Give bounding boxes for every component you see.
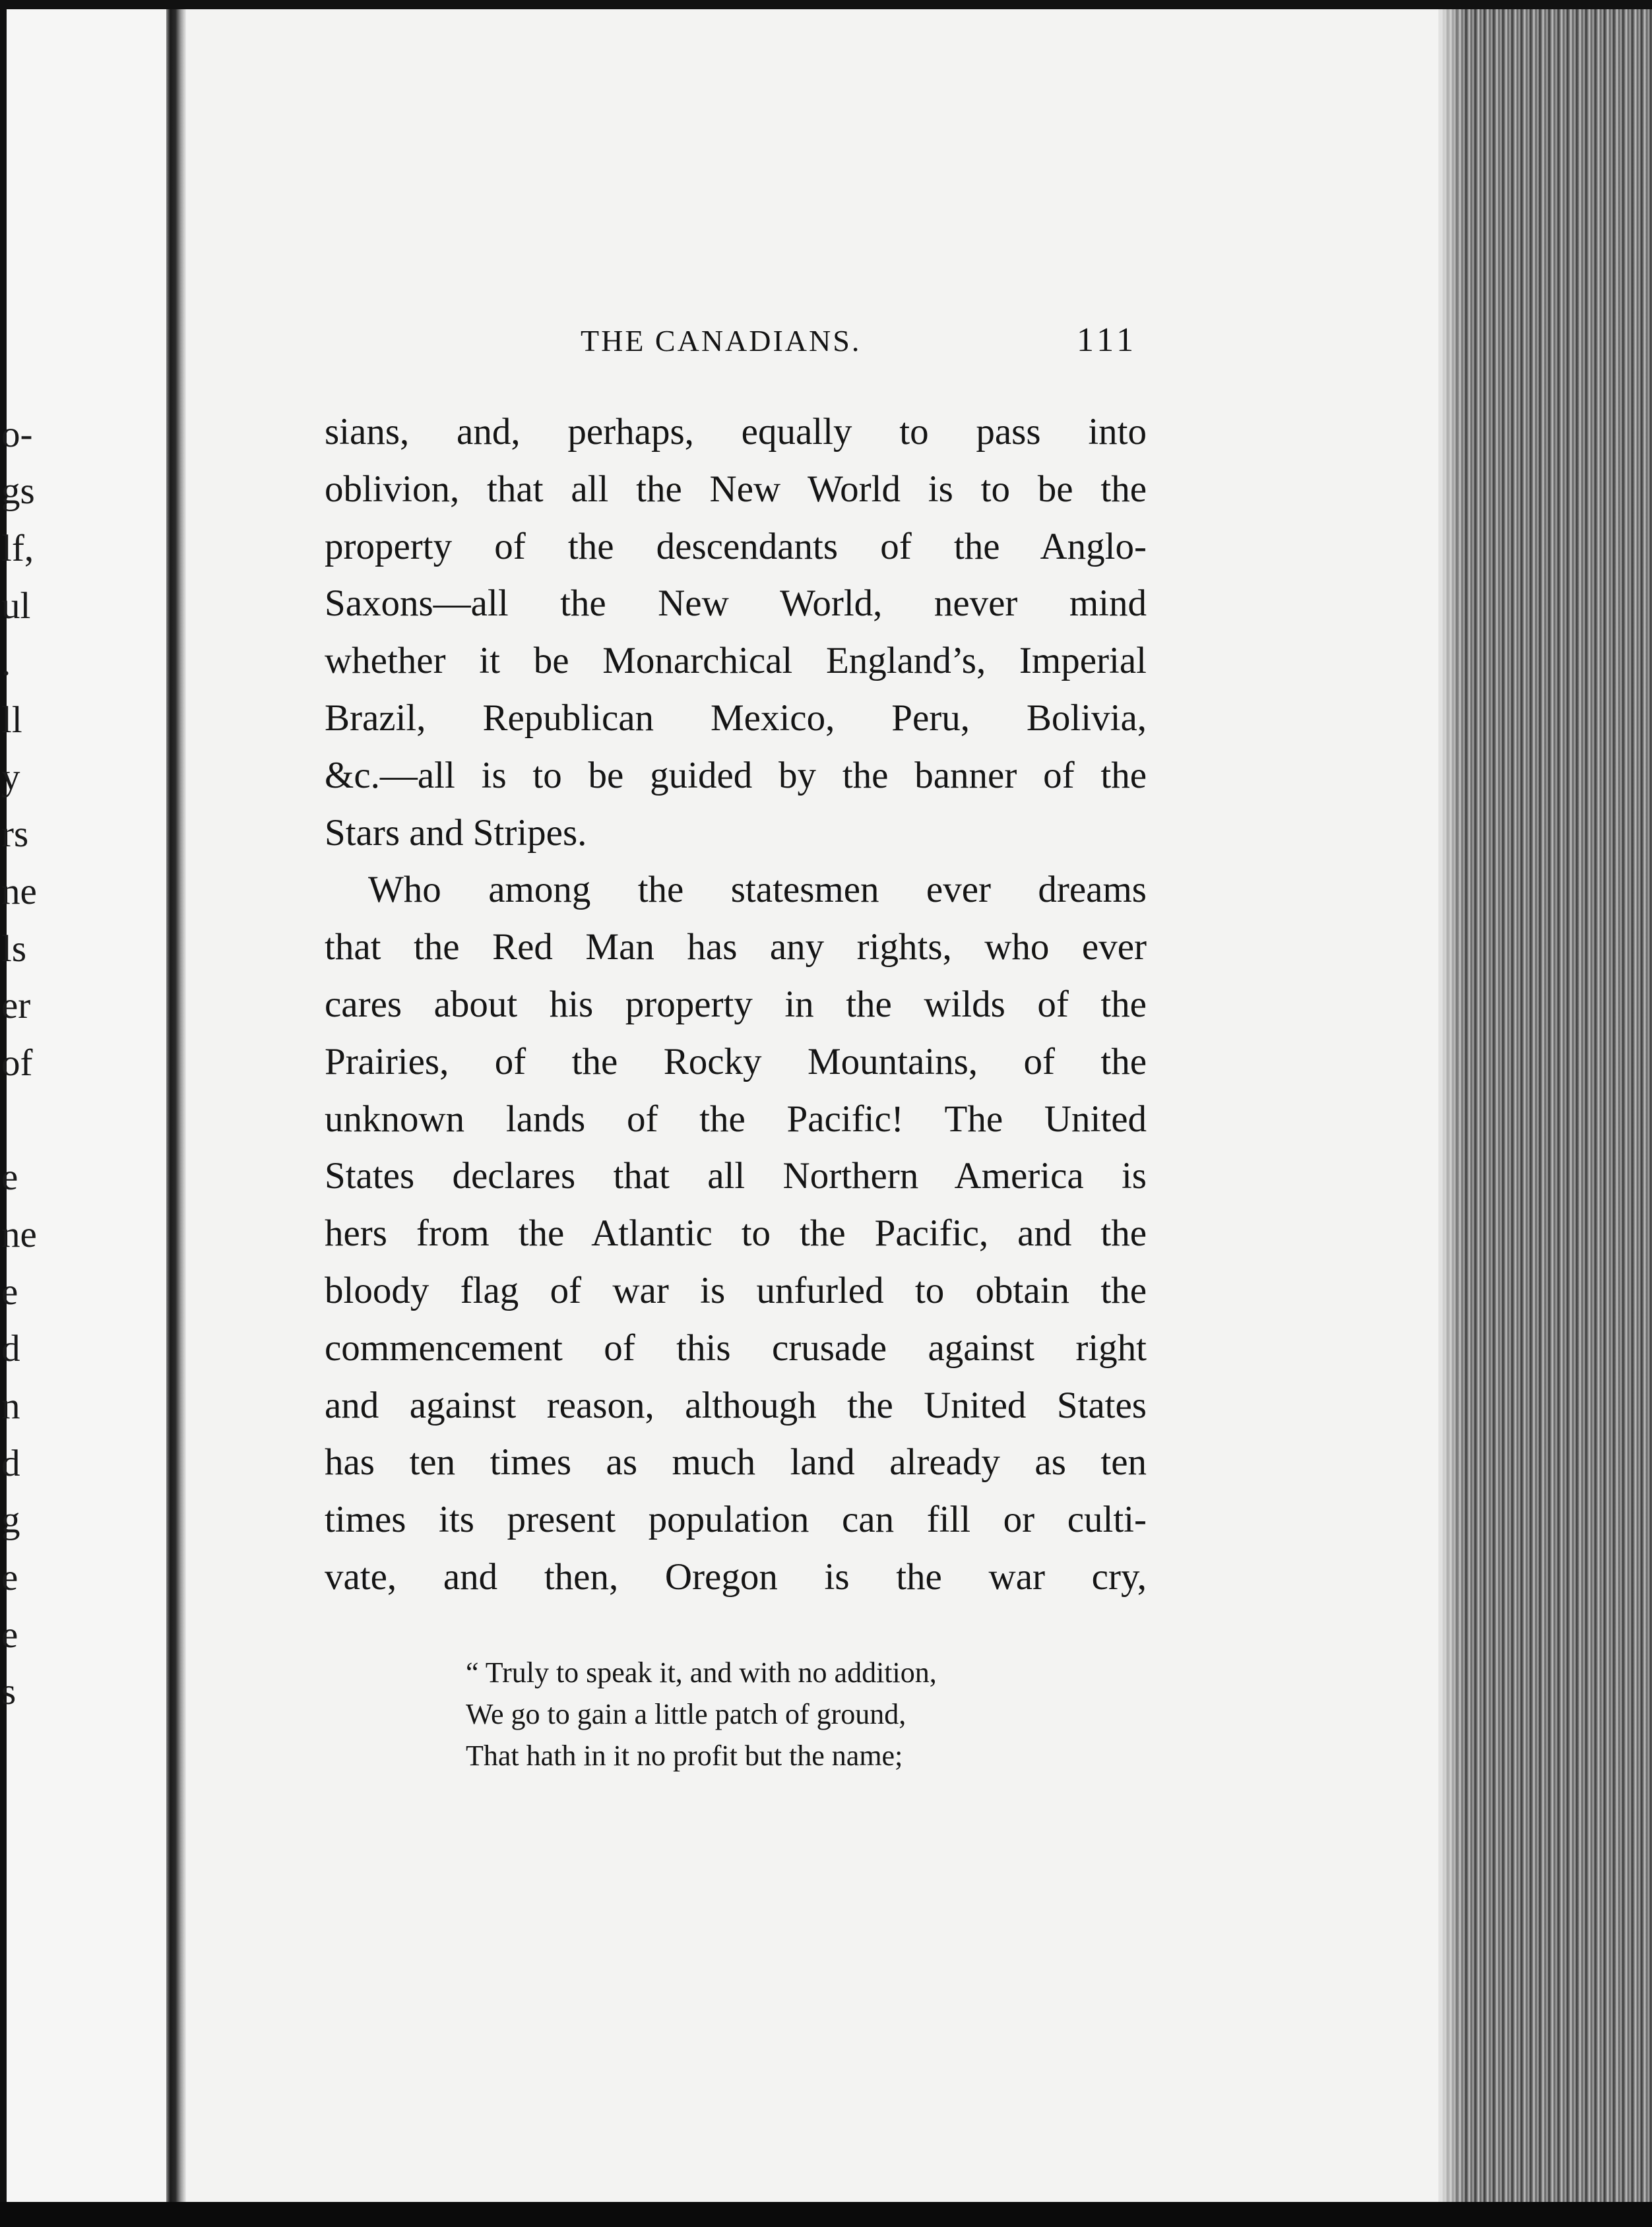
facing-page-fragment: ul xyxy=(1,585,31,627)
facing-page-fragment: y xyxy=(1,757,20,798)
page-edge-shadow xyxy=(1438,9,1465,2202)
body-line: sians, and, perhaps, equally to pass into xyxy=(325,411,1147,453)
running-header-title: THE CANADIANS. xyxy=(581,324,862,358)
facing-page-fragment: . xyxy=(1,642,11,683)
facing-page-fragment: lf, xyxy=(1,528,34,569)
verse-line: We go to gain a little patch of ground, xyxy=(466,1698,906,1730)
facing-page-fragment: er xyxy=(1,985,31,1026)
facing-page-fragment: d xyxy=(1,1443,20,1484)
body-line: and against reason, although the United States xyxy=(325,1384,1147,1426)
body-line: cares about his property in the wilds of the xyxy=(325,983,1147,1025)
body-line: &c.—all is to be guided by the banner of the xyxy=(325,754,1147,796)
body-line: Brazil, Republican Mexico, Peru, Bolivia, xyxy=(325,697,1147,739)
facing-page-fragment: gs xyxy=(1,470,35,512)
facing-page-fragment: ne xyxy=(1,1214,37,1255)
facing-page-fragment: e xyxy=(1,1557,18,1598)
body-line: property of the descendants of the Anglo- xyxy=(325,525,1147,567)
facing-page-fragment: rs xyxy=(1,813,29,855)
facing-page-fragment: g xyxy=(1,1499,20,1541)
facing-page-fragment: e xyxy=(1,1614,18,1656)
body-line: commencement of this crusade against right xyxy=(325,1327,1147,1369)
facing-page-fragment: n xyxy=(1,1385,20,1427)
body-line: whether it be Monarchical England’s, Imperial xyxy=(325,640,1147,682)
body-line: hers from the Atlantic to the Pacific, and the xyxy=(325,1212,1147,1255)
body-line: Stars and Stripes. xyxy=(325,811,587,854)
page-fore-edge xyxy=(1438,9,1652,2202)
facing-page-fragment: ne xyxy=(1,871,37,912)
body-line: Prairies, of the Rocky Mountains, of the xyxy=(325,1040,1147,1082)
body-line: Saxons—all the New World, never mind xyxy=(325,582,1147,625)
body-line: vate, and then, Oregon is the war cry, xyxy=(325,1555,1147,1598)
facing-page-fragment: d xyxy=(1,1328,20,1369)
facing-page-fragment: s xyxy=(1,1671,16,1712)
quoted-verse xyxy=(466,1652,1060,1776)
body-text xyxy=(325,404,1147,1606)
facing-page-fragment: ll xyxy=(1,699,22,741)
verse-line: “ Truly to speak it, and with no addition, xyxy=(466,1656,937,1689)
body-line: unknown lands of the Pacific! The United xyxy=(325,1098,1147,1140)
page-number: 111 xyxy=(1077,321,1138,359)
body-line: States declares that all Northern America is xyxy=(325,1155,1147,1197)
body-line: oblivion, that all the New World is to be the xyxy=(325,468,1147,510)
scan-frame-bottom xyxy=(0,2202,1652,2227)
body-line: times its present population can fill or culti- xyxy=(325,1499,1147,1541)
facing-page-fragment: e xyxy=(1,1156,18,1198)
scan-frame-top xyxy=(0,0,1652,9)
scan-frame-left xyxy=(0,0,7,2227)
body-line: has ten times as much land already as ten xyxy=(325,1441,1147,1484)
facing-page-fragment: of xyxy=(1,1042,33,1084)
body-line: Who among the statesmen ever dreams xyxy=(368,869,1147,911)
facing-page-fragment: ls xyxy=(1,928,27,970)
body-line: that the Red Man has any rights, who ever xyxy=(325,926,1147,968)
verse-line: That hath in it no profit but the name; xyxy=(466,1740,903,1772)
body-line: bloody flag of war is unfurled to obtain the xyxy=(325,1269,1147,1311)
facing-page-fragment: o- xyxy=(1,414,33,455)
facing-page xyxy=(1,9,166,2202)
book-gutter xyxy=(166,9,186,2202)
facing-page-fragment: e xyxy=(1,1271,18,1313)
